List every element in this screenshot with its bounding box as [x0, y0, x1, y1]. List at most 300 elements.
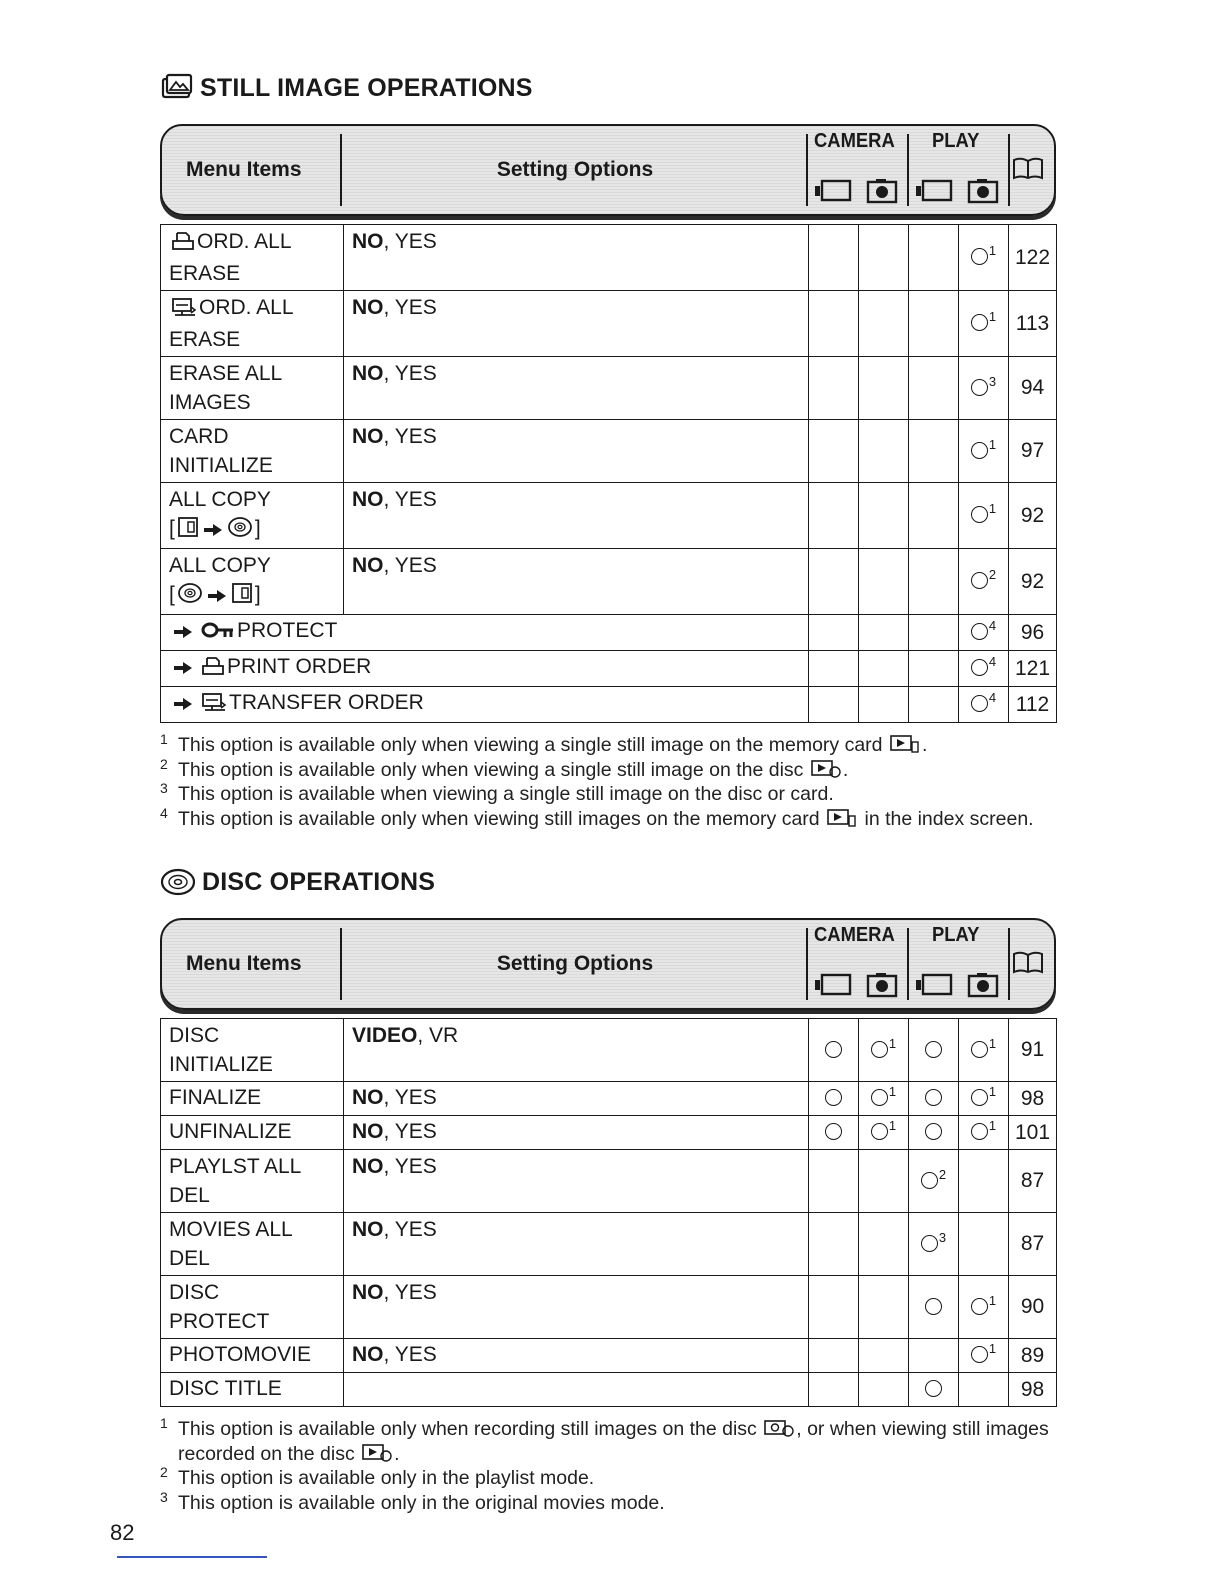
- page-ref-cell: 87: [1009, 1213, 1057, 1276]
- menu-item-cell: [161, 420, 344, 483]
- footnote-ref: 2: [988, 567, 997, 582]
- menu-item-label: PRINT ORDER: [227, 655, 372, 678]
- camera-movie-cell: [809, 1276, 859, 1339]
- menu-item-label: PROTECT: [237, 619, 338, 642]
- circle-mark: [971, 1089, 988, 1106]
- circle-mark: [871, 1089, 888, 1106]
- circle-mark: [925, 1298, 942, 1315]
- play-still-cell: [959, 1150, 1009, 1213]
- menu-item-cell: [161, 357, 344, 420]
- table-row: [161, 1082, 1057, 1116]
- camera-still-cell: [859, 1373, 909, 1407]
- menu-item-label: PHOTOMOVIE: [169, 1343, 311, 1366]
- footnote-ref: 1: [988, 501, 997, 516]
- page-ref-cell: 97: [1009, 420, 1057, 483]
- setting-options-cell: [344, 483, 809, 549]
- default-option: NO: [352, 488, 384, 511]
- play-still-cell: [959, 225, 1009, 291]
- availability-mark: [971, 310, 996, 331]
- menu-item-line: [169, 551, 335, 580]
- camera-movie-cell: [809, 549, 859, 615]
- arrow-icon: [173, 620, 193, 648]
- table-row: [161, 1339, 1057, 1373]
- play-mode-icons: [915, 972, 999, 998]
- other-options: , YES: [383, 1218, 437, 1241]
- footnote: 1 This option is available only when recording still images on the disc , or when viewing still images recorded on the disc .: [160, 1415, 1049, 1465]
- other-options: , YES: [383, 230, 437, 253]
- header-setting-options: Setting Options: [496, 952, 654, 975]
- default-option: VIDEO: [352, 1024, 418, 1047]
- footnote: 2 This option is available only when viewing a single still image on the disc .: [160, 755, 849, 781]
- camera-still-cell: [859, 483, 909, 549]
- header-divider: [1008, 134, 1010, 206]
- menu-item-label: DISC: [169, 1024, 220, 1047]
- disc-table-header: [160, 918, 1056, 1010]
- default-option: NO: [352, 1120, 384, 1143]
- menu-item-line: [ ]: [169, 580, 335, 612]
- play-still-cell: [959, 1373, 1009, 1407]
- menu-item-label: DEL: [169, 1184, 210, 1207]
- availability-mark: [925, 1085, 942, 1106]
- arrow-icon: [173, 656, 193, 684]
- circle-mark: [871, 1123, 888, 1140]
- page-ref-cell: 92: [1009, 483, 1057, 549]
- footnote-ref: 3: [938, 1229, 947, 1245]
- header-setting-options: Setting Options: [496, 158, 654, 181]
- menu-item-label: PROTECT: [169, 1310, 270, 1333]
- menu-item-cell: [161, 651, 809, 687]
- transfer-order-icon: [201, 692, 227, 720]
- menu-item-cell: [161, 291, 344, 357]
- play-still-cell: [959, 483, 1009, 549]
- play-movie-cell: [909, 420, 959, 483]
- availability-mark: [925, 1376, 942, 1397]
- page-ref-cell: 101: [1009, 1116, 1057, 1150]
- table-row: [161, 1213, 1057, 1276]
- menu-item-cell: [161, 1339, 344, 1373]
- camera-movie-cell: [809, 225, 859, 291]
- disc-small-icon: [177, 582, 203, 612]
- menu-item-label: INITIALIZE: [169, 1053, 273, 1076]
- footnote-ref: 1: [888, 1035, 897, 1051]
- menu-item-label: ERASE ALL: [169, 362, 283, 385]
- menu-item-line: [169, 359, 335, 388]
- table-row: [161, 651, 1057, 687]
- play-movie-cell: [909, 483, 959, 549]
- play-still-cell: [959, 291, 1009, 357]
- page-ref-cell: 113: [1009, 291, 1057, 357]
- play-mode-icons: [915, 178, 999, 204]
- play-still-cell: [959, 1116, 1009, 1150]
- circle-mark: [971, 695, 988, 712]
- page-ref-cell: 112: [1009, 687, 1057, 723]
- availability-mark: [925, 1037, 942, 1058]
- print-order-icon: [201, 656, 225, 684]
- circle-mark: [971, 314, 988, 331]
- setting-options-cell: [344, 1276, 809, 1339]
- camera-mode-icons: [814, 178, 898, 204]
- menu-item-cell: [161, 1019, 344, 1082]
- menu-item-label: MOVIES ALL: [169, 1218, 293, 1241]
- movie-mode-icon: [915, 178, 953, 202]
- camera-movie-cell: [809, 420, 859, 483]
- availability-mark: [825, 1119, 842, 1140]
- header-play: PLAY: [932, 924, 980, 946]
- play-movie-cell: [909, 549, 959, 615]
- header-play: PLAY: [932, 130, 980, 152]
- menu-item-label: UNFINALIZE: [169, 1120, 292, 1143]
- default-option: NO: [352, 362, 384, 385]
- menu-item-label: ORD. ALL: [197, 230, 292, 253]
- menu-item-label: CARD: [169, 425, 229, 448]
- camera-movie-cell: [809, 1019, 859, 1082]
- header-divider: [907, 928, 909, 1000]
- book-reference-icon: [1012, 950, 1044, 976]
- page-ref-cell: 87: [1009, 1150, 1057, 1213]
- table-row: [161, 1373, 1057, 1407]
- footnote: 3 This option is available only in the original movies mode.: [160, 1488, 665, 1514]
- other-options: , YES: [383, 425, 437, 448]
- setting-options-cell: [344, 549, 809, 615]
- card-icon: [231, 582, 253, 612]
- availability-mark: [825, 1085, 842, 1106]
- availability-mark: [925, 1119, 942, 1140]
- card-play-icon: [827, 808, 857, 828]
- circle-mark: [971, 442, 988, 459]
- camera-still-cell: [859, 549, 909, 615]
- camera-movie-cell: [809, 687, 859, 723]
- footnote: 4 This option is available only when viewing still images on the memory card in the index screen.: [160, 804, 1034, 830]
- header-menu-items: Menu Items: [186, 952, 302, 975]
- table-row: [161, 357, 1057, 420]
- availability-mark: [871, 1037, 896, 1058]
- play-movie-cell: [909, 1373, 959, 1407]
- footnote-ref: 4: [988, 690, 997, 705]
- availability-mark: [921, 1231, 946, 1252]
- header-divider: [1008, 928, 1010, 1000]
- menu-item-line: [169, 422, 335, 451]
- still-title-text: STILL IMAGE OPERATIONS: [200, 73, 533, 102]
- camera-movie-cell: [809, 1213, 859, 1276]
- camera-movie-cell: [809, 483, 859, 549]
- availability-mark: [971, 1085, 996, 1106]
- play-movie-cell: [909, 615, 959, 651]
- page-ref-cell: 96: [1009, 615, 1057, 651]
- circle-mark: [825, 1089, 842, 1106]
- footer-rule: [117, 1556, 267, 1558]
- default-option: NO: [352, 230, 384, 253]
- camera-still-cell: [859, 615, 909, 651]
- page-number: 82: [110, 1520, 135, 1545]
- play-movie-cell: [909, 651, 959, 687]
- table-row: [161, 1150, 1057, 1213]
- menu-item-cell: [161, 1116, 344, 1150]
- camera-still-cell: [859, 1213, 909, 1276]
- camera-still-cell: [859, 291, 909, 357]
- play-movie-cell: [909, 1276, 959, 1339]
- footnote-ref: 1: [888, 1118, 897, 1133]
- other-options: , YES: [383, 1155, 437, 1178]
- still-mode-icon: [866, 178, 898, 204]
- menu-item-label: IMAGES: [169, 391, 251, 414]
- camera-movie-cell: [809, 1116, 859, 1150]
- menu-item-label: PLAYLST ALL: [169, 1155, 302, 1178]
- menu-item-label: DEL: [169, 1247, 210, 1270]
- other-options: , VR: [417, 1024, 459, 1047]
- still-mode-icon: [967, 178, 999, 204]
- camera-movie-cell: [809, 357, 859, 420]
- default-option: NO: [352, 1155, 384, 1178]
- circle-mark: [925, 1123, 942, 1140]
- camera-still-cell: [859, 1082, 909, 1116]
- play-still-cell: [959, 1082, 1009, 1116]
- camera-still-cell: [859, 1150, 909, 1213]
- disc-section-title: [160, 866, 1056, 898]
- play-still-cell: [959, 687, 1009, 723]
- play-still-cell: [959, 1276, 1009, 1339]
- default-option: NO: [352, 296, 384, 319]
- camera-still-cell: [859, 1339, 909, 1373]
- movie-mode-icon: [814, 972, 852, 996]
- circle-mark: [971, 1041, 988, 1058]
- menu-item-label: INITIALIZE: [169, 454, 273, 477]
- footnote-ref: 1: [888, 1084, 897, 1099]
- availability-mark: [971, 619, 996, 640]
- menu-item-label: FINALIZE: [169, 1086, 262, 1109]
- availability-mark: [971, 655, 996, 676]
- print-order-icon: [171, 230, 195, 259]
- disc-play-icon: [362, 1443, 392, 1463]
- play-still-cell: [959, 651, 1009, 687]
- availability-mark: [971, 1037, 996, 1058]
- other-options: , YES: [383, 296, 437, 319]
- menu-item-line: [169, 259, 335, 288]
- menu-item-cell: [161, 1276, 344, 1339]
- table-row: [161, 1116, 1057, 1150]
- disc-icon: [160, 867, 196, 897]
- disc-title-text: DISC OPERATIONS: [202, 867, 436, 896]
- availability-mark: [825, 1037, 842, 1058]
- page-ref-cell: 121: [1009, 651, 1057, 687]
- setting-options-cell: [344, 1213, 809, 1276]
- menu-item-cell: [161, 549, 344, 615]
- other-options: , YES: [383, 1343, 437, 1366]
- availability-mark: [971, 244, 996, 265]
- table-row: [161, 225, 1057, 291]
- availability-mark: [971, 1342, 996, 1363]
- circle-mark: [971, 248, 988, 265]
- camera-still-cell: [859, 420, 909, 483]
- camera-movie-cell: [809, 615, 859, 651]
- menu-item-cell: [161, 1213, 344, 1276]
- menu-item-line: [169, 325, 335, 354]
- availability-mark: [971, 375, 996, 396]
- circle-mark: [825, 1123, 842, 1140]
- setting-options-cell: [344, 357, 809, 420]
- circle-mark: [871, 1041, 888, 1058]
- default-option: NO: [352, 1343, 384, 1366]
- camera-still-cell: [859, 225, 909, 291]
- movie-mode-icon: [814, 178, 852, 202]
- menu-item-cell: [161, 1373, 344, 1407]
- default-option: NO: [352, 1086, 384, 1109]
- play-movie-cell: [909, 1150, 959, 1213]
- menu-item-line: [ ]: [169, 514, 335, 546]
- setting-options-cell: [344, 291, 809, 357]
- camera-still-cell: [859, 651, 909, 687]
- footnote: 2 This option is available only in the playlist mode.: [160, 1464, 595, 1489]
- default-option: NO: [352, 554, 384, 577]
- table-row: [161, 420, 1057, 483]
- still-image-icon: [160, 73, 194, 103]
- table-row: [161, 687, 1057, 723]
- play-still-cell: [959, 549, 1009, 615]
- circle-mark: [971, 379, 988, 396]
- header-divider: [907, 134, 909, 206]
- still-mode-icon: [866, 972, 898, 998]
- menu-item-line: [169, 227, 335, 259]
- disc-operations-section: [160, 866, 1056, 1515]
- menu-item-line: [169, 485, 335, 514]
- setting-options-cell: [344, 1082, 809, 1116]
- availability-mark: [971, 1119, 996, 1140]
- camera-still-cell: [859, 1276, 909, 1339]
- arrow-icon: [173, 692, 193, 720]
- footnote-ref: 1: [988, 1341, 997, 1356]
- header-camera: CAMERA: [814, 130, 895, 152]
- setting-options-cell: [344, 1019, 809, 1082]
- still-image-operations-section: [160, 72, 1056, 831]
- table-row: [161, 483, 1057, 549]
- header-camera: CAMERA: [814, 924, 895, 946]
- play-still-cell: [959, 357, 1009, 420]
- menu-item-label: ALL COPY: [169, 554, 271, 577]
- footnote-ref: 2: [938, 1166, 947, 1182]
- still-section-title: [160, 72, 1056, 104]
- disc-play-icon: [811, 759, 841, 779]
- availability-mark: [971, 1294, 996, 1315]
- circle-mark: [971, 506, 988, 523]
- page-ref-cell: 98: [1009, 1373, 1057, 1407]
- play-movie-cell: [909, 1339, 959, 1373]
- camera-still-cell: [859, 1019, 909, 1082]
- circle-mark: [971, 1298, 988, 1315]
- circle-mark: [921, 1172, 938, 1189]
- camera-movie-cell: [809, 1373, 859, 1407]
- circle-mark: [925, 1380, 942, 1397]
- camera-mode-icons: [814, 972, 898, 998]
- table-row: [161, 549, 1057, 615]
- menu-item-cell: [161, 1082, 344, 1116]
- play-still-cell: [959, 420, 1009, 483]
- circle-mark: [971, 1123, 988, 1140]
- menu-item-cell: [161, 225, 344, 291]
- other-options: , YES: [383, 1281, 437, 1304]
- footnote: 1 This option is available only when viewing a single still image on the memory card .: [160, 731, 928, 756]
- still-table-header: [160, 124, 1056, 216]
- menu-item-label: ERASE: [169, 328, 241, 351]
- menu-item-line: [169, 388, 335, 417]
- footnote-ref: 1: [988, 1035, 997, 1051]
- play-still-cell: [959, 1213, 1009, 1276]
- footnote-ref: 3: [988, 373, 997, 389]
- play-movie-cell: [909, 1019, 959, 1082]
- circle-mark: [925, 1041, 942, 1058]
- circle-mark: [971, 659, 988, 676]
- setting-options-cell: [344, 1150, 809, 1213]
- still-operations-table: [160, 224, 1057, 723]
- still-mode-icon: [967, 972, 999, 998]
- camera-still-cell: [859, 687, 909, 723]
- availability-mark: [921, 1168, 946, 1189]
- play-still-cell: [959, 1019, 1009, 1082]
- table-row: [161, 615, 1057, 651]
- setting-options-cell: [344, 1373, 809, 1407]
- camera-still-cell: [859, 357, 909, 420]
- arrow-icon: [203, 517, 223, 546]
- availability-mark: [971, 691, 996, 712]
- availability-mark: [971, 568, 996, 589]
- play-still-cell: [959, 1339, 1009, 1373]
- disc-footnotes: [160, 1417, 1056, 1515]
- other-options: , YES: [383, 1120, 437, 1143]
- setting-options-cell: [344, 1339, 809, 1373]
- footnote-ref: 1: [988, 1118, 997, 1133]
- footnote-ref: 1: [988, 1292, 997, 1308]
- play-movie-cell: [909, 687, 959, 723]
- default-option: NO: [352, 1281, 384, 1304]
- menu-item-label: TRANSFER ORDER: [229, 691, 424, 714]
- availability-mark: [971, 438, 996, 459]
- camera-movie-cell: [809, 1339, 859, 1373]
- footnote-ref: 1: [988, 436, 997, 452]
- play-movie-cell: [909, 291, 959, 357]
- page-ref-cell: 91: [1009, 1019, 1057, 1082]
- card-icon: [177, 516, 199, 546]
- play-movie-cell: [909, 357, 959, 420]
- still-footnotes: [160, 733, 1056, 831]
- availability-mark: [971, 502, 996, 523]
- play-movie-cell: [909, 1082, 959, 1116]
- page-ref-cell: 92: [1009, 549, 1057, 615]
- default-option: NO: [352, 425, 384, 448]
- menu-item-line: [169, 451, 335, 480]
- menu-item-label: DISC TITLE: [169, 1377, 282, 1400]
- default-option: NO: [352, 1218, 384, 1241]
- camera-still-cell: [859, 1116, 909, 1150]
- menu-item-cell: [161, 687, 809, 723]
- camera-movie-cell: [809, 1150, 859, 1213]
- card-play-icon: [890, 734, 920, 754]
- menu-item-cell: [161, 615, 809, 651]
- availability-mark: [871, 1119, 896, 1140]
- footnote: 3 This option is available when viewing a single still image on the disc or card.: [160, 780, 834, 805]
- page-ref-cell: 122: [1009, 225, 1057, 291]
- disc-record-still-icon: [764, 1418, 794, 1438]
- camera-movie-cell: [809, 291, 859, 357]
- availability-mark: [871, 1085, 896, 1106]
- availability-mark: [925, 1294, 942, 1315]
- other-options: , YES: [383, 362, 437, 385]
- page-ref-cell: 94: [1009, 357, 1057, 420]
- circle-mark: [921, 1235, 938, 1252]
- menu-item-cell: [161, 1150, 344, 1213]
- table-row: [161, 291, 1057, 357]
- circle-mark: [925, 1089, 942, 1106]
- header-divider: [806, 134, 808, 206]
- menu-item-label: ALL COPY: [169, 488, 271, 511]
- play-movie-cell: [909, 225, 959, 291]
